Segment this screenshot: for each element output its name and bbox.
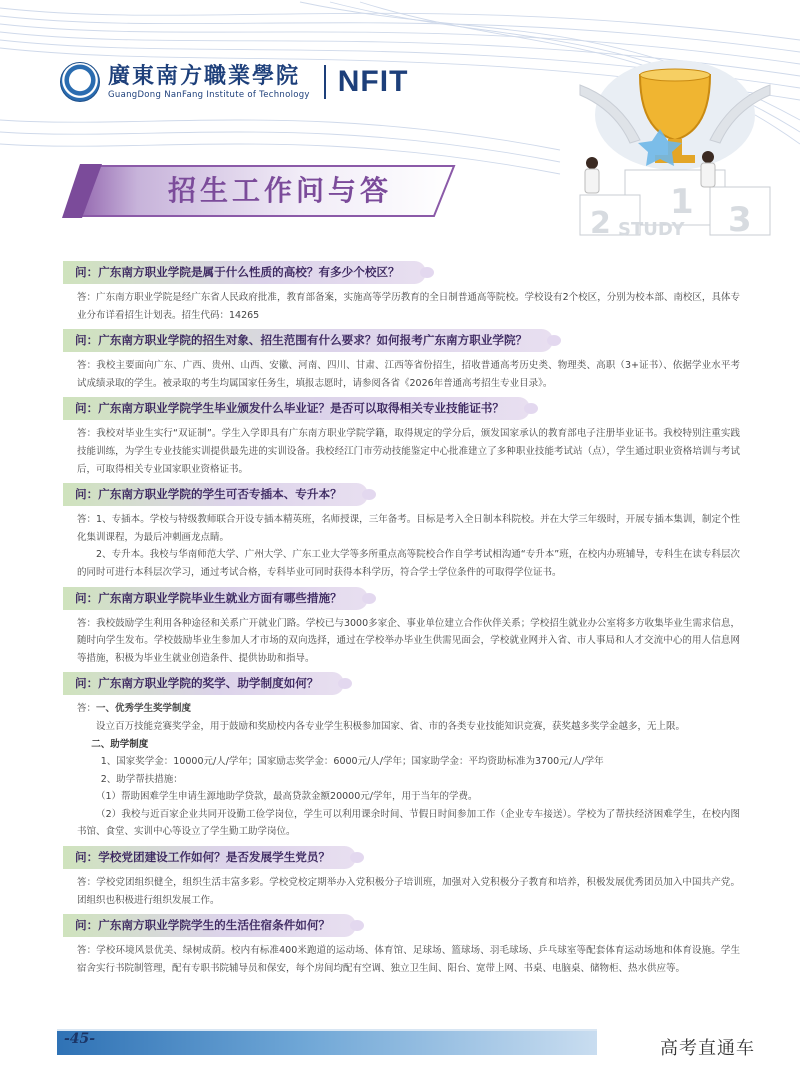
- answer-paragraph: 答：学校党团组织健全，组织生活丰富多彩。学校党校定期举办入党积极分子培训班，加强对入党积极分子教育和培养，积极发展优秀团员加入中国共产党。团组织也积极进行组织发展工作。: [77, 877, 740, 906]
- answer-paragraph: 2、专升本。我校与华南师范大学、广州大学、广东工业大学等多所重点高等院校合作自学考试相沟通“专升本”班，在校内办班辅导，专科生在读专科层次的同时可进行本科层次学习，通过考试合格，专科毕业可同时获得本科学历，符合学士学位条件的可取得学位证书。: [77, 549, 740, 578]
- answer-paragraph: 设立百万技能竞赛奖学金，用于鼓励和奖励校内各专业学生积极参加国家、省、市的各类专业技能知识竞赛，获奖越多奖学金越多，无上限。: [96, 720, 686, 732]
- answer-paragraph: （2）我校与近百家企业共同开设勤工俭学岗位，学生可以利用课余时间、节假日时间参加工作（企业专车接送）。学校为了帮扶经济困难学生，在校内图书馆、食堂、实训中心等设立了学生勤工助学岗位。: [77, 808, 740, 838]
- answer-text: [77, 425, 740, 478]
- question-heading: 问：广东南方职业学院毕业生就业方面有哪些措施？: [63, 587, 368, 610]
- answer-paragraph: 答：广东南方职业学院是经广东省人民政府批准，教育部备案，实施高等学历教育的全日制普通高等院校。学校设有2个校区，分别为校本部、南校区，具体专业分布详看招生计划表。招生代码：14265: [77, 292, 740, 321]
- podium-second-number: 2: [590, 206, 611, 241]
- school-name-cn: 廣東南方職業學院: [108, 63, 301, 89]
- answer-paragraph: 答：我校对毕业生实行“双证制”。学生入学即具有广东南方职业学院学籍，取得规定的学分后，颁发国家承认的教育部电子注册毕业证书。我校特别注重实践技能训练，为学生专业技能实训提供最先进的实训设备。我校经江门市劳动技能鉴定中心批准建立了多种职业技能考试站（点），学生通过职业资格培训与考试后，可取得相关专业国家职业资格证书。: [77, 428, 740, 475]
- answer-paragraph: 答：学校环境风景优美、绿树成荫。校内有标准400米跑道的运动场、体育馆、足球场、篮球场、羽毛球场、乒乓球室等配套体育运动场地和体育设施。学生宿舍实行书院制管理，配有专职书院辅导员和保安，每个房间均配有空调、独立卫生间、阳台、宽带上网、书桌、电脑桌、储物柜、热水供应等。: [77, 945, 740, 974]
- question-heading: 问：广东南方职业学院学生的生活住宿条件如何？: [63, 914, 356, 937]
- answer-lead: 答：: [77, 703, 97, 715]
- answer-text: [77, 942, 740, 977]
- question-heading: 问：广东南方职业学院的学生可否专插本、专升本？: [63, 483, 368, 506]
- school-logo: [60, 62, 408, 102]
- trophy-podium-illustration: [560, 55, 790, 245]
- answer-subheading-text: 一、优秀学生奖学制度: [96, 703, 192, 715]
- question-heading: 问：广东南方职业学院的奖学、助学制度如何？: [63, 672, 344, 695]
- question-heading: 问：广东南方职业学院的招生对象、招生范围有什么要求？如何报考广东南方职业学院？: [63, 329, 553, 352]
- school-abbr: NFIT: [337, 65, 409, 98]
- question-heading: 问：学校党团建设工作如何？是否发展学生党员？: [63, 846, 356, 869]
- podium-first-number: 1: [670, 182, 694, 222]
- answer-paragraph: 2、助学帮扶措施：: [100, 773, 183, 785]
- answer-paragraph: 答：我校主要面向广东、广西、贵州、山西、安徽、河南、四川、甘肃、江西等省份招生，招收普通高考历史类、物理类、高职（3+证书）、依据学业水平考试成绩录取的学生。被录取的考生均属国家任务生，填报志愿时，请参阅各省《2026年普通高考招生专业目录》。: [77, 360, 740, 389]
- answer-paragraph: 1、国家奖学金：10000元/人/学年；国家励志奖学金：6000元/人/学年；国家助学金：平均资助标准为3700元/人/学年: [100, 756, 604, 768]
- answer-subheading: 二、助学制度: [91, 738, 149, 750]
- watermark-text: 高考直通车: [660, 1038, 755, 1059]
- footer-bar: [57, 1029, 597, 1055]
- answer-text: [77, 511, 740, 581]
- school-seal-icon: [60, 62, 100, 102]
- school-name-en: GuangDong NanFang Institute of Technology: [108, 90, 310, 100]
- page-title: 招生工作问与答: [168, 174, 393, 207]
- answer-paragraph: 答：1、专插本。学校与特级教师联合开设专插本精英班，名师授课，三年备考。目标是考入全日制本科院校。并在大学三年级时，开展专插本集训，制定个性化集训课程，为最后冲刺画龙点睛。: [77, 514, 740, 543]
- podium-study-word: STUDY: [618, 219, 685, 240]
- answer-text: [77, 615, 740, 668]
- answer-paragraph: （1）帮助困难学生申请生源地助学贷款，最高贷款金额20000元/学年，用于当年的学费。: [96, 791, 478, 803]
- podium-third-number: 3: [728, 200, 752, 240]
- qa-list: [63, 258, 740, 979]
- question-heading: 问：广东南方职业学院学生毕业颁发什么毕业证？是否可以取得相关专业技能证书？: [63, 397, 530, 420]
- answer-text: [77, 700, 740, 841]
- logo-divider: [324, 65, 326, 99]
- answer-subheading: [77, 700, 740, 718]
- answer-text: [77, 289, 740, 324]
- question-heading: 问：广东南方职业学院是属于什么性质的高校？有多少个校区？: [63, 261, 426, 284]
- answer-text: [77, 357, 740, 392]
- answer-paragraph: 答：我校鼓励学生利用各种途径和关系广开就业门路。学校已与3000多家企、事业单位建立合作伙伴关系；学校招生就业办公室将多方收集毕业生需求信息，随时向学生发布。学校鼓励毕业生参加人才市场的双向选择，通过在学校举办毕业生供需见面会，学校就业网并入省、市人事局和人才交流中心的用人信息网等措施，积极为毕业生就业创造条件、提供协助和指导。: [77, 617, 740, 664]
- answer-text: [77, 874, 740, 909]
- page-number: -45-: [64, 1031, 96, 1047]
